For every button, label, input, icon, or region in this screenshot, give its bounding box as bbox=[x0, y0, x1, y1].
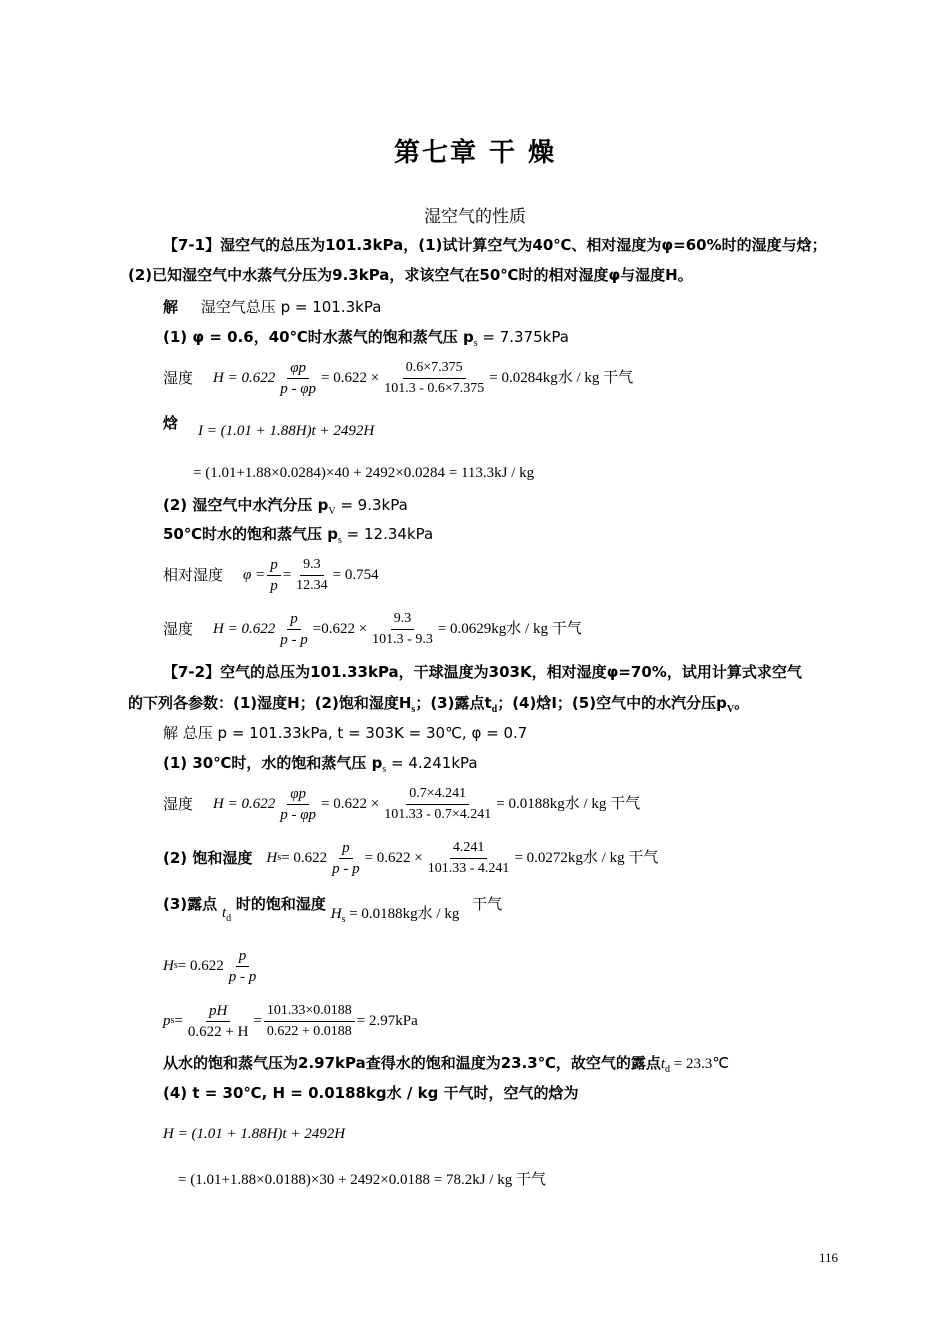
enthalpy-equation-4: = (1.01+1.88×0.0188)×30 + 2492×0.0188 = 78.2kJ / kg 干气 bbox=[178, 1172, 546, 1188]
fraction bbox=[277, 359, 319, 398]
fraction-num: 101.33×0.0188 bbox=[264, 1002, 355, 1022]
step-1-saturation-pressure-30c bbox=[163, 752, 478, 781]
problem-7-1-line1: 【7-1】湿空气的总压为101.3kPa，(1)试计算空气为40℃、相对湿度为φ=60%时的湿度与焓； bbox=[163, 236, 827, 254]
conclusion-value: = 23.3℃ bbox=[670, 1056, 730, 1072]
humidity-label: 湿度 bbox=[163, 795, 194, 813]
fraction-den: p - φp bbox=[280, 806, 317, 823]
page-number: 116 bbox=[818, 1250, 838, 1265]
subscript: s bbox=[173, 960, 178, 971]
fraction-den: p - p bbox=[228, 968, 257, 985]
fraction bbox=[381, 785, 494, 824]
conclusion-text: 从水的饱和蒸气压为2.97kPa查得水的饱和温度为23.3℃，故空气的露点 bbox=[163, 1054, 661, 1072]
dew-point-value: = 0.0188kg水 / kg bbox=[345, 906, 460, 922]
dew-point-unit: 干气 bbox=[472, 895, 503, 913]
problem-7-2-line2 bbox=[128, 692, 749, 721]
fraction-den: p bbox=[270, 577, 278, 594]
equation-mid: = bbox=[282, 567, 292, 583]
dew-point-line bbox=[163, 893, 503, 925]
fraction-num: p bbox=[287, 610, 301, 630]
humidity-label: 湿度 bbox=[163, 620, 194, 638]
humidity-equation-1 bbox=[163, 358, 633, 398]
dew-point-equation-2 bbox=[163, 1001, 418, 1041]
saturation-humidity-equation bbox=[163, 838, 658, 878]
conclusion-symbol: t bbox=[660, 1056, 666, 1072]
dew-point-equation-1 bbox=[163, 946, 261, 986]
fraction-den: 12.34 bbox=[296, 577, 328, 593]
fraction-num: 0.6×7.375 bbox=[403, 359, 466, 379]
step-1-text: (1) φ = 0.6，40℃时水蒸气的饱和蒸气压 p bbox=[163, 328, 474, 346]
enthalpy-label: 焓 bbox=[163, 414, 179, 432]
equation-mid: = 0.622 bbox=[177, 958, 224, 974]
fraction bbox=[185, 1002, 252, 1041]
fraction bbox=[381, 359, 487, 398]
equation-mid: =0.622 × bbox=[312, 621, 368, 637]
equation-mid: = bbox=[174, 1013, 183, 1029]
problem-7-1-line2: (2)已知湿空气中水蒸气分压为9.3kPa，求该空气在50℃时的相对湿度φ与湿度H。 bbox=[128, 266, 693, 284]
problem-text: ；(3)露点t bbox=[415, 694, 492, 712]
dew-point-symbol: t bbox=[221, 905, 227, 921]
equation-mid: = 0.622 × bbox=[321, 370, 380, 386]
enthalpy-equation-3: H = (1.01 + 1.88H)t + 2492H bbox=[163, 1126, 346, 1142]
subscript: V bbox=[726, 704, 735, 715]
fraction-den: 101.33 - 4.241 bbox=[427, 860, 510, 876]
equation-mid: = 0.622 × bbox=[364, 850, 423, 866]
subscript: d bbox=[226, 913, 232, 924]
step-2-text: (2) 湿空气中水汽分压 p bbox=[163, 496, 329, 514]
humidity-equation-3 bbox=[163, 784, 640, 824]
problem-text: ；(4)焓I；(5)空气中的水汽分压p bbox=[497, 694, 727, 712]
fraction-num: p bbox=[339, 839, 353, 859]
step-2-text: 50℃时水的饱和蒸气压 p bbox=[163, 525, 338, 543]
enthalpy-step-4: (4) t = 30℃, H = 0.0188kg水 / kg 干气时，空气的焓为 bbox=[163, 1084, 579, 1102]
fraction bbox=[425, 839, 513, 878]
subscript: d bbox=[665, 1064, 671, 1075]
subscript: V bbox=[328, 506, 336, 517]
solution-label: 解 bbox=[163, 298, 179, 316]
subscript: s bbox=[338, 535, 342, 546]
equation-mid: = 0.622 × bbox=[321, 796, 380, 812]
fraction-num: 9.3 bbox=[391, 610, 415, 630]
equation-result: = 0.0629kg水 / kg 干气 bbox=[437, 621, 582, 637]
problem-7-2-line1: 【7-2】空气的总压为101.33kPa，干球温度为303K，相对湿度φ=70%，试用计算式求空气 bbox=[163, 663, 802, 681]
equation-lhs: p bbox=[163, 1013, 171, 1029]
enthalpy-equation-1: I = (1.01 + 1.88H)t + 2492H bbox=[198, 423, 375, 439]
fraction-den: p - p bbox=[280, 631, 308, 648]
problem-text: 的下列各参数：(1)湿度H；(2)饱和湿度H bbox=[128, 694, 412, 712]
fraction-den: p - φp bbox=[280, 380, 317, 397]
equation-lhs: H bbox=[163, 958, 174, 974]
fraction-num: φp bbox=[287, 359, 309, 379]
dew-point-text: 时的饱和湿度 bbox=[235, 895, 326, 913]
fraction bbox=[277, 785, 319, 824]
fraction-den: 0.622 + 0.0188 bbox=[266, 1023, 352, 1039]
fraction bbox=[277, 610, 311, 649]
fraction-num: p bbox=[236, 947, 250, 967]
dew-point-conclusion bbox=[163, 1052, 729, 1081]
equation-lhs: = 0.622 bbox=[281, 850, 328, 866]
equation-result: = 0.0272kg水 / kg 干气 bbox=[514, 850, 659, 866]
saturation-humidity-label: (2) 饱和湿度 bbox=[163, 849, 253, 867]
chapter-title: 第七章 干 燥 bbox=[393, 138, 557, 168]
step-2-saturation-pressure bbox=[163, 523, 433, 552]
dew-point-label: (3)露点 bbox=[163, 895, 218, 913]
solution-7-1 bbox=[163, 296, 381, 318]
equation-result: = 2.97kPa bbox=[356, 1013, 418, 1029]
equation-lhs: H = 0.622 bbox=[213, 621, 276, 637]
fraction-num: pH bbox=[206, 1002, 230, 1022]
fraction-num: 0.7×4.241 bbox=[406, 785, 469, 805]
solution-7-2: 解 总压 p = 101.33kPa, t = 303K = 30℃, φ = 0.7 bbox=[163, 724, 528, 742]
fraction bbox=[293, 556, 331, 595]
fraction bbox=[329, 839, 363, 878]
equation-mid: = bbox=[253, 1013, 262, 1029]
fraction-num: p bbox=[267, 556, 281, 576]
section-title: 湿空气的性质 bbox=[424, 207, 526, 227]
relative-humidity-label: 相对湿度 bbox=[163, 566, 224, 584]
subscript: s bbox=[411, 704, 416, 715]
subscript: s bbox=[473, 338, 478, 349]
equation-lhs: φ = bbox=[243, 567, 266, 583]
fraction-den: 0.622 + H bbox=[187, 1023, 249, 1040]
equation-result: = 0.754 bbox=[332, 567, 379, 583]
step-2-partial-pressure bbox=[163, 494, 408, 523]
subscript: s bbox=[277, 852, 282, 863]
fraction-num: φp bbox=[287, 785, 309, 805]
subscript: d bbox=[491, 704, 498, 715]
fraction bbox=[369, 610, 436, 649]
fraction-den: 101.3 - 0.6×7.375 bbox=[384, 380, 485, 396]
equation-lhs: H = 0.622 bbox=[213, 796, 276, 812]
step-1-value: = 7.375kPa bbox=[477, 328, 569, 346]
step-1-text: (1) 30℃时，水的饱和蒸气压 p bbox=[163, 754, 383, 772]
step-2-value: = 9.3kPa bbox=[335, 496, 408, 514]
step-1-saturation-pressure bbox=[163, 326, 569, 355]
fraction bbox=[226, 947, 260, 986]
fraction-den: 101.33 - 0.7×4.241 bbox=[384, 806, 492, 822]
fraction-den: p - p bbox=[332, 860, 360, 877]
subscript: s bbox=[382, 764, 387, 775]
humidity-label: 湿度 bbox=[163, 369, 194, 387]
equation-result: = 0.0284kg水 / kg 干气 bbox=[489, 370, 634, 386]
problem-text: 。 bbox=[734, 694, 750, 712]
total-pressure: 湿空气总压 p = 101.3kPa bbox=[200, 298, 382, 316]
step-2-value: = 12.34kPa bbox=[341, 525, 434, 543]
equation-result: = 0.0188kg水 / kg 干气 bbox=[496, 796, 641, 812]
subscript: s bbox=[170, 1015, 175, 1026]
fraction-den: 101.3 - 9.3 bbox=[372, 631, 433, 647]
humidity-equation-2 bbox=[163, 609, 582, 649]
fraction bbox=[264, 1002, 355, 1041]
enthalpy-equation-2: = (1.01+1.88×0.0284)×40 + 2492×0.0284 = 113.3kJ / kg bbox=[193, 465, 535, 481]
equation-lhs: H = 0.622 bbox=[213, 370, 276, 386]
relative-humidity-equation bbox=[163, 555, 379, 595]
fraction-num: 4.241 bbox=[450, 839, 488, 859]
equation-lhs: H bbox=[266, 850, 278, 866]
fraction bbox=[267, 556, 281, 595]
dew-point-value: H bbox=[330, 906, 342, 922]
step-1-value: = 4.241kPa bbox=[386, 754, 478, 772]
fraction-num: 9.3 bbox=[300, 556, 324, 576]
subscript: s bbox=[341, 914, 346, 925]
